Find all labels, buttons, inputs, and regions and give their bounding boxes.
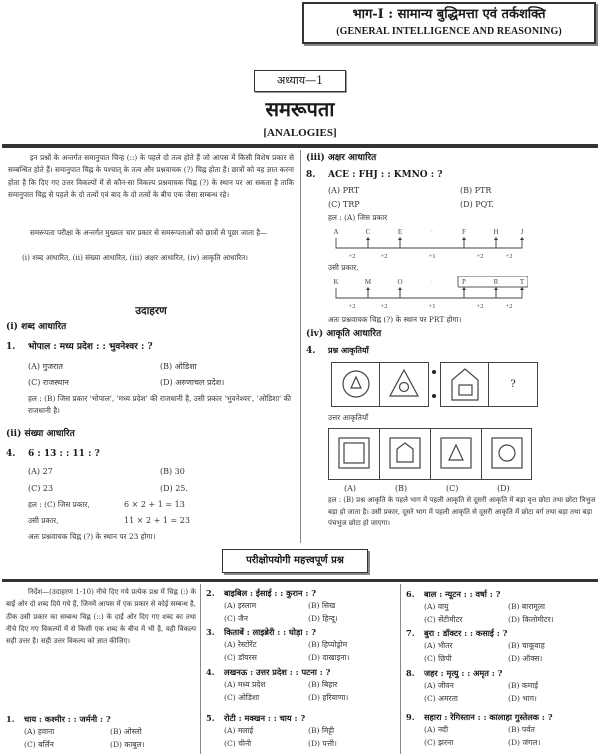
- chapter-title: समरूपता: [265, 97, 335, 121]
- question-text: बाल : न्यूटन : : वर्षा : ?: [424, 589, 501, 599]
- triangle-in-square-icon: [431, 429, 482, 479]
- practice-question-8: [406, 667, 502, 679]
- part-title: भाग-I : सामान्य बुद्धिमत्ता एवं तर्कशक्ति: [352, 7, 546, 22]
- chain-letter: E: [397, 228, 403, 236]
- intro-paragraph-2: समरूपता परीक्षा के अन्तर्गत मुख्यतः चार प्रकार से समरूपताओं को छात्रों से पूछा जाता है—: [30, 228, 268, 237]
- option-d: (D) किलोमीटर।: [508, 615, 554, 624]
- letter-chain-1-diagram: [328, 226, 528, 262]
- option-c: (C) अमरता: [424, 694, 458, 703]
- answer-figure-a[interactable]: [329, 429, 380, 479]
- question-figure-4: [489, 363, 537, 406]
- word-based-heading: (i) शब्द आधारित: [6, 322, 67, 332]
- ratio-dot-bottom: [432, 394, 436, 398]
- intro-paragraph-1: इन प्रश्नों के अन्तर्गत समानुपात चिन्ह (::) के पहले दो तत्व होते हैं जो आपस में किसी विशेष प्रकार से सम्बन्धित होते हैं। समानुपात चिह्न के पश्चात् के तत्व और प्रश्नवाचक (?) चिह्न होता है। छात्रों को यह ज्ञात करना होता है कि दिए गए उत्तर विकल्पों में से कौन-सा विकल्प प्रश्नवाचक चिह्न (?) के स्थान पर आ सकता है ताकि समानुपात चिह्न से पहले के दो तत्वों एवं बाद के दो तत्वों के बीच एक जैसा सम्बन्ध रहे।: [8, 153, 294, 200]
- question-text: ACE : FHJ : : KMNO : ?: [328, 170, 443, 180]
- circle-in-square-icon: [482, 429, 533, 479]
- option-b: (B) कमाई: [508, 681, 538, 690]
- answer-figure-c[interactable]: [431, 429, 482, 479]
- column-divider-1: [200, 584, 201, 754]
- chain-step-label: +2: [348, 303, 356, 310]
- option-c: (C) डॉयरस: [224, 653, 257, 662]
- part-subtitle: (GENERAL INTELLIGENCE AND REASONING): [336, 26, 562, 37]
- question-text: जहर : मृत्यु : : अमृत : ?: [424, 668, 503, 678]
- question-number: 1.: [6, 714, 15, 724]
- question-text: बाइबिल : ईसाई : : कुरान : ?: [224, 588, 316, 598]
- chain-step-label: +2: [476, 303, 484, 310]
- option-c: (C) जैन: [224, 614, 248, 623]
- option-d: (D) हरियाणा।: [308, 693, 349, 702]
- option-d: (D) अरुणाचल प्रदेश।: [160, 378, 225, 387]
- chain-step-label: +2: [476, 253, 484, 260]
- chain-letter: O: [397, 278, 403, 286]
- option-c: (C) चीनी: [224, 739, 252, 748]
- examples-heading: उदाहरण: [135, 305, 167, 317]
- chain-step-bracket: [496, 237, 524, 260]
- question-number: 2.: [206, 588, 215, 598]
- number-solution-conclusion: अतः प्रश्नवाचक चिह्न (?) के स्थान पर 23 होगा।: [28, 532, 156, 541]
- option-b: (B) मिट्टी: [308, 726, 335, 735]
- pentagon-with-square-icon: [441, 363, 489, 406]
- option-d: (D) काबुल।: [110, 740, 145, 749]
- option-a: (A) इस्लाम: [224, 601, 257, 610]
- question-figure-3: [441, 363, 489, 406]
- chain-step-label: +1: [428, 303, 436, 310]
- option-c: (C) छिपी: [424, 654, 452, 663]
- chain-letter: A: [333, 228, 339, 236]
- chain-step-bracket: [464, 237, 498, 260]
- option-b: (B) ओस्लो: [110, 727, 142, 736]
- option-d: (D) PQT.: [460, 200, 494, 209]
- question-figure-group-2: [440, 362, 538, 407]
- option-a: (A) भीतर: [424, 641, 453, 650]
- chain-step-label: +2: [348, 253, 356, 260]
- practice-question-9: [406, 711, 553, 723]
- answer-label-b: (B): [395, 484, 408, 493]
- chain-letter: F: [462, 228, 466, 236]
- letter-conclusion: अतः प्रश्नवाचक चिह्न (?) के स्थान पर PRT होगा।: [328, 315, 462, 324]
- chain-letter: C: [365, 228, 371, 236]
- letter-chain-1: [328, 226, 528, 262]
- chain-step-bracket: [464, 287, 498, 310]
- chain-step-bracket: [336, 237, 370, 260]
- question-text: चाय : कश्मीर : : जर्मनी : ?: [24, 714, 111, 724]
- answer-label-c: (C): [446, 484, 459, 493]
- option-a: (A) 27: [28, 467, 53, 476]
- column-divider: [300, 150, 301, 543]
- option-b: (B) हिप्पोड्रोम: [308, 640, 348, 649]
- part-header-box: [302, 2, 596, 44]
- figure-based-heading: (iv) आकृति आधारित: [306, 329, 382, 339]
- question-text: बुरा : डॉक्टर : : कसाई : ?: [424, 628, 508, 638]
- chain-letter: J: [520, 228, 524, 236]
- option-b: (B) बारामूला: [508, 602, 545, 611]
- column-divider-2: [400, 584, 401, 754]
- answer-figure-d[interactable]: [482, 429, 533, 479]
- number-question: [6, 447, 100, 461]
- question-number: 3.: [206, 627, 215, 637]
- letter-chain-2-diagram: [328, 276, 528, 314]
- option-a: (A) गुजरात: [28, 362, 63, 371]
- option-c: (C) 23: [28, 484, 54, 493]
- chain-letter: P: [462, 278, 466, 286]
- chain-step-label: +1: [428, 253, 436, 260]
- answer-label-a: (A): [344, 484, 357, 493]
- option-c: (C) ओडिशा: [224, 693, 260, 702]
- option-d: (D) हिन्दू।: [308, 614, 338, 623]
- option-b: (B) बिहार: [308, 680, 338, 689]
- question-text: रोटी : मक्खन : : चाय : ?: [224, 713, 306, 723]
- chain-gap-mark: ·: [431, 279, 433, 286]
- chapter-subtitle: [ANALOGIES]: [263, 127, 337, 139]
- option-d: (D) 25.: [160, 484, 188, 493]
- intro-paragraph-3: (i) शब्द आधारित, (ii) संख्या आधारित, (iii) अक्षर आधारित, (iv) आकृति आधारित।: [22, 253, 248, 262]
- option-c: (C) बर्लिन: [24, 740, 54, 749]
- question-number: 5.: [206, 713, 215, 723]
- answer-figures-label: उत्तर आकृतियाँ: [328, 413, 369, 422]
- option-b: (B) 30: [160, 467, 185, 476]
- option-d: (D) पत्ती।: [308, 739, 337, 748]
- option-b: (B) PTR: [460, 186, 492, 195]
- question-figure-1: [332, 363, 380, 406]
- chain-letter: K: [333, 278, 339, 286]
- chain-letter: T: [519, 278, 525, 286]
- practice-question-2: [206, 587, 316, 599]
- number-solution-eq-2: 11 × 2 + 1 = 23: [124, 516, 190, 525]
- question-figure-group-1: [331, 362, 429, 407]
- practice-question-5: [206, 712, 305, 724]
- section-rule: [2, 579, 598, 582]
- option-b: (B) पर्वत: [508, 725, 535, 734]
- question-number: 4.: [206, 667, 215, 677]
- question-number: 1.: [6, 342, 16, 352]
- option-a: (A) मलाई: [224, 726, 254, 735]
- question-text: 6 : 13 : : 11 : ?: [28, 449, 100, 459]
- question-text: किताबें : लाइब्रेरी : : घोड़ा : ?: [224, 627, 317, 637]
- number-solution-eq-1: 6 × 2 + 1 = 13: [124, 500, 185, 509]
- square-in-square-icon: [329, 429, 380, 479]
- option-c: (C) झरना: [424, 738, 454, 747]
- figure-solution: हल : (B) प्रश्न आकृति के पहले भाग में पहली आकृति से दूसरी आकृति में बड़ा वृत्त छोटा तथा छोटा त्रिभुज बड़ा हो जाता है। उसी प्रकार, दूसरे भाग में पहली आकृति से दूसरी आकृति में छोटा वर्ग तथा बड़ा तथा बड़ा पंचभुज छोटा हो जाएगा।: [328, 496, 596, 527]
- option-a: (A) वायु: [424, 602, 449, 611]
- question-number: 4.: [306, 346, 316, 356]
- ratio-dot-top: [432, 370, 436, 374]
- chain-step-bracket: [400, 237, 466, 260]
- pentagon-in-square-icon: [380, 429, 431, 479]
- directions-text: निर्देश—(उदाहरण 1-10) नीचे दिए गये प्रत्येक प्रश्न में चिह्न (:) के बाईं ओर दो शब्द दिये गये हैं, जिनमें आपस में एक प्रकार से कोई सम्बन्ध है, ठीक उसी प्रकार का सम्बन्ध चिह्न (::) के दाईं ओर दिए गए शब्द का तथा नीचे दिए गए विकल्पों में से किसी एक शब्द के बीच में भी है, वही विकल्प सही उत्तर है। सही उत्तर विकल्प को ज्ञात कीजिए।: [6, 588, 196, 646]
- practice-question-3: [206, 626, 316, 638]
- practice-question-7: [406, 627, 507, 639]
- option-b: (B) ओडिशा: [160, 362, 197, 371]
- header-rule: [2, 144, 598, 148]
- chain-step-bracket: [496, 287, 524, 310]
- answer-label-d: (D): [497, 484, 510, 493]
- option-d: (D) भाग।: [508, 694, 537, 703]
- chain-step-label: +2: [505, 303, 513, 310]
- chain-step-label: +2: [380, 303, 388, 310]
- option-c: (C) राजस्थान: [28, 378, 69, 387]
- question-figure-2: [380, 363, 428, 406]
- practice-question-1: [6, 713, 111, 725]
- number-solution-label-2: उसी प्रकार,: [28, 516, 59, 525]
- option-a: (A) नदी: [424, 725, 449, 734]
- word-solution: हल : (B) जिस प्रकार 'भोपाल', 'मध्य प्रदेश' की राजधानी है, उसी प्रकार 'भुवनेश्वर', 'ओडिशा' की राजधानी है।: [28, 394, 292, 415]
- option-c: (C) TRP: [328, 200, 360, 209]
- chain-letter: M: [364, 278, 372, 286]
- chain-step-bracket: [368, 237, 402, 260]
- chain-step-label: +2: [380, 253, 388, 260]
- practice-question-4: [206, 666, 330, 678]
- question-mark: ?: [510, 379, 516, 390]
- number-based-heading: (ii) संख्या आधारित: [6, 429, 75, 439]
- practice-question-6: [406, 588, 500, 600]
- option-d: (D) ऑक्स।: [508, 654, 543, 663]
- chain-step-bracket: [400, 287, 466, 310]
- question-figures-label: प्रश्न आकृतियाँ: [328, 345, 369, 355]
- option-a: (A) मध्य प्रदेश: [224, 680, 266, 689]
- option-a: (A) हवाना: [24, 727, 55, 736]
- letter-question: [306, 168, 443, 182]
- triangle-with-circle-icon: [380, 363, 428, 406]
- chain-step-bracket: [368, 287, 402, 310]
- chain-letter: H: [493, 228, 499, 236]
- answer-figures: [328, 428, 532, 480]
- option-c: (C) सेंटीमीटर: [424, 615, 463, 624]
- important-questions-heading: परीक्षोपयोगी महत्त्वपूर्ण प्रश्न: [222, 549, 368, 573]
- number-solution-label-1: हल : (C) जिस प्रकार,: [28, 500, 90, 509]
- question-text: भोपाल : मध्य प्रदेश : : भुवनेश्वर : ?: [28, 342, 153, 352]
- question-number: 4.: [6, 449, 16, 459]
- option-b: (B) सिख: [308, 601, 336, 610]
- chain-step-bracket: [336, 287, 370, 310]
- letter-solution-intro: हल : (A) जिस प्रकार: [328, 213, 388, 222]
- option-a: (A) जीवन: [424, 681, 454, 690]
- chapter-label: अध्याय—1: [254, 70, 346, 92]
- letter-chain-2: [328, 276, 528, 314]
- chain-letter: R: [493, 278, 499, 286]
- question-number: 7.: [406, 628, 415, 638]
- answer-figure-b[interactable]: [380, 429, 431, 479]
- circle-with-triangle-icon: [332, 363, 380, 406]
- question-number: 6.: [406, 589, 415, 599]
- question-text: लखनऊ : उत्तर प्रदेश : : पटना : ?: [224, 667, 331, 677]
- chain-step-label: +2: [505, 253, 513, 260]
- similarly-label: उसी प्रकार,: [328, 263, 359, 272]
- question-number: 9.: [406, 712, 415, 722]
- question-number: 8.: [306, 170, 316, 180]
- letter-based-heading: (iii) अक्षर आधारित: [306, 153, 377, 163]
- option-d: (D) दाखाइना।: [308, 653, 350, 662]
- option-a: (A) रेस्टोरेंट: [224, 640, 257, 649]
- chain-gap-mark: ·: [431, 229, 433, 236]
- option-d: (D) जंगल।: [508, 738, 541, 747]
- option-b: (B) चाकूवाह: [508, 641, 545, 650]
- question-text: सहारा : रेगिस्तान : : कालाहा गुस्तेलक : ?: [424, 712, 553, 722]
- figure-question: [306, 343, 369, 358]
- word-question: [6, 340, 296, 354]
- question-number: 8.: [406, 668, 415, 678]
- option-a: (A) PRT: [328, 186, 360, 195]
